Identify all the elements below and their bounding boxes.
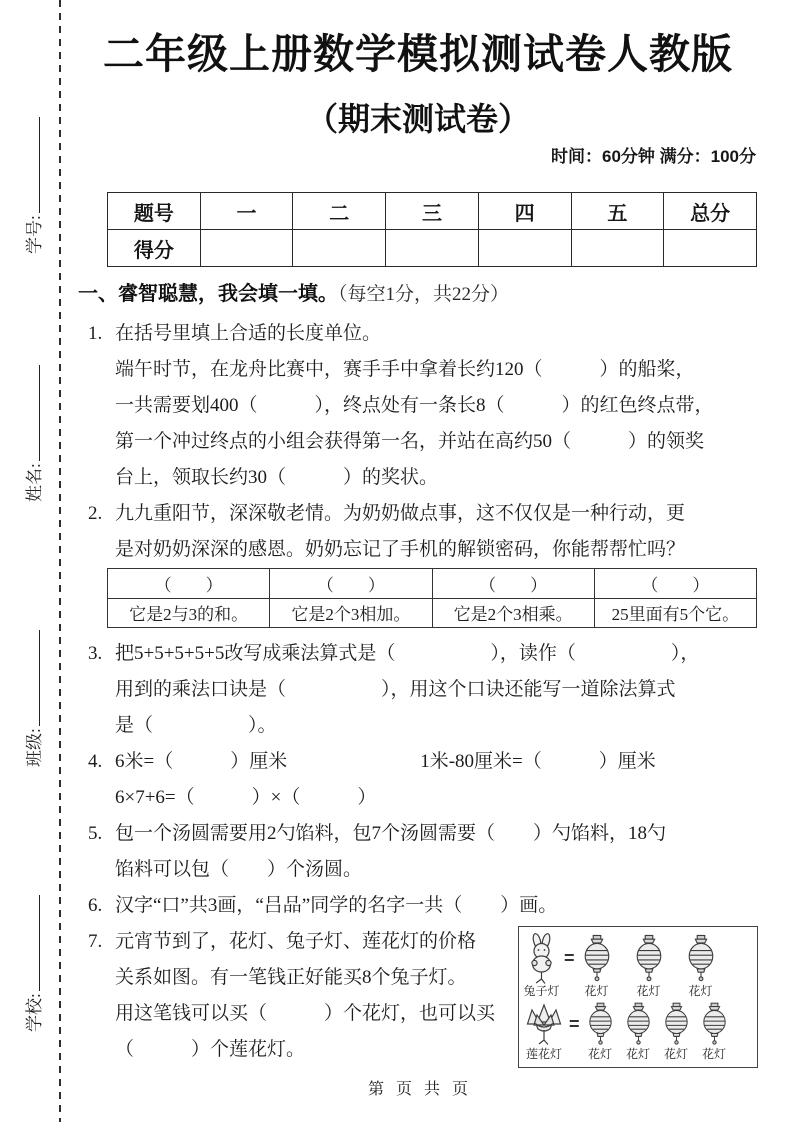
question-text: 6×7+6=（ ）×（ ） bbox=[115, 787, 377, 808]
lotus-lantern-row bbox=[523, 1002, 753, 1061]
score-header-cell: 二 bbox=[293, 193, 386, 230]
q2-clue-cell: 它是2个3相加。 bbox=[270, 598, 432, 628]
score-empty-cell bbox=[571, 230, 664, 267]
equals-sign: = bbox=[564, 948, 575, 968]
score-header-cell: 四 bbox=[478, 193, 571, 230]
flower-lantern-icon bbox=[685, 934, 717, 984]
flower-lantern-icon bbox=[633, 934, 665, 984]
flower-lantern-cell bbox=[700, 1002, 729, 1061]
question-text: 用这笔钱可以买（ ）个花灯，也可以买 bbox=[115, 1003, 496, 1024]
question-text: 包一个汤圆需要用2勺馅料，包7个汤圆需要（ ）勺馅料，18勺 bbox=[115, 823, 667, 844]
question-7-text bbox=[88, 924, 518, 1068]
flower-lantern-label: 花灯 bbox=[584, 984, 609, 998]
question-text: 端午时节，在龙舟比赛中，赛手手中拿着长约120（ ）的船桨， bbox=[115, 359, 695, 380]
score-header-cell: 三 bbox=[386, 193, 479, 230]
school-blank bbox=[22, 895, 40, 991]
question-text: 第一个冲过终点的小组会获得第一名，并站在高约50（ ）的领奖 bbox=[115, 431, 705, 452]
seal-dashed-line bbox=[59, 0, 61, 1122]
question-5 bbox=[88, 816, 758, 888]
lotus-lantern-icon bbox=[523, 1003, 565, 1047]
section-heading-note: （每空1分，共22分） bbox=[338, 284, 510, 305]
score-empty-cell bbox=[200, 230, 293, 267]
paper-subtitle: （期末测试卷） bbox=[305, 101, 530, 137]
rabbit-lantern-cell bbox=[523, 933, 560, 998]
class-label: 班级: bbox=[25, 728, 44, 767]
equals-sign: = bbox=[569, 1014, 580, 1034]
lotus-lantern-label: 莲花灯 bbox=[525, 1047, 562, 1061]
section-one-heading bbox=[78, 279, 758, 310]
question-text: 是对奶奶深深的感恩。奶奶忘记了手机的解锁密码，你能帮帮忙吗？ bbox=[115, 539, 686, 560]
question-text: 在括号里填上合适的长度单位。 bbox=[115, 323, 382, 344]
flower-lantern-cell bbox=[662, 1002, 691, 1061]
student-id-label: 学号: bbox=[25, 215, 44, 254]
question-text: 关系如图。有一笔钱正好能买8个兔子灯。 bbox=[115, 967, 467, 988]
q2-answer-blank: （ ） bbox=[108, 569, 270, 599]
score-table-score-row bbox=[108, 230, 757, 267]
lotus-lantern-cell bbox=[523, 1003, 565, 1061]
question-text: 台上，领取长约30（ ）的奖状。 bbox=[115, 467, 439, 488]
sidebar-item-school bbox=[20, 895, 45, 1032]
question-number: 6. bbox=[88, 895, 103, 916]
school-label: 学校: bbox=[25, 993, 44, 1032]
question-number: 3. bbox=[88, 643, 103, 664]
score-empty-cell bbox=[478, 230, 571, 267]
student-id-blank bbox=[22, 117, 40, 213]
lantern-price-figure bbox=[518, 926, 758, 1068]
flower-lantern-label: 花灯 bbox=[626, 1047, 651, 1061]
score-empty-cell bbox=[664, 230, 757, 267]
score-empty-cell bbox=[293, 230, 386, 267]
page-footer: 第页共页 bbox=[367, 1081, 480, 1098]
score-table-header-row bbox=[108, 193, 757, 230]
flower-lantern-cell bbox=[581, 934, 613, 998]
score-header-cell: 一 bbox=[200, 193, 293, 230]
question-text: （ ）个莲花灯。 bbox=[115, 1039, 306, 1060]
question-6 bbox=[88, 888, 758, 924]
question-2 bbox=[88, 496, 758, 628]
class-blank bbox=[22, 630, 40, 726]
flower-lantern-icon bbox=[700, 1002, 729, 1047]
question-text: 馅料可以包（ ）个汤圆。 bbox=[115, 859, 363, 880]
flower-lantern-cell bbox=[624, 1002, 653, 1061]
flower-lantern-icon bbox=[586, 1002, 615, 1047]
question-number: 1. bbox=[88, 323, 103, 344]
rabbit-lantern-label: 兔子灯 bbox=[523, 984, 560, 998]
score-header-cell: 总分 bbox=[664, 193, 757, 230]
q2-answer-row bbox=[108, 569, 757, 599]
flower-lantern-cell bbox=[633, 934, 665, 998]
flower-lantern-label: 花灯 bbox=[664, 1047, 689, 1061]
paper-title: 二年级上册数学模拟测试卷人教版 bbox=[103, 31, 733, 77]
question-7 bbox=[88, 924, 758, 1068]
q2-answer-blank: （ ） bbox=[594, 569, 756, 599]
score-table bbox=[107, 192, 757, 267]
flower-lantern-icon bbox=[662, 1002, 691, 1047]
q2-answer-blank: （ ） bbox=[432, 569, 594, 599]
question-text: 元宵节到了，花灯、兔子灯、莲花灯的价格 bbox=[115, 931, 477, 952]
q2-clue-cell: 它是2与3的和。 bbox=[108, 598, 270, 628]
question-1 bbox=[88, 316, 758, 496]
flower-lantern-cell bbox=[685, 934, 717, 998]
question-number: 7. bbox=[88, 931, 103, 952]
question-number: 4. bbox=[88, 751, 103, 772]
paper-main bbox=[78, 0, 758, 1102]
question-number: 2. bbox=[88, 503, 103, 524]
question-3 bbox=[88, 636, 758, 744]
sidebar-item-student-id bbox=[20, 117, 45, 254]
name-label: 姓名: bbox=[25, 463, 44, 502]
name-blank bbox=[22, 365, 40, 461]
q2-clue-cell: 它是2个3相乘。 bbox=[432, 598, 594, 628]
rabbit-lantern-row bbox=[523, 933, 753, 998]
question-text: 九九重阳节，深深敬老情。为奶奶做点事，这不仅仅是一种行动，更 bbox=[115, 503, 686, 524]
q2-password-clue-table bbox=[107, 568, 757, 628]
q2-answer-blank: （ ） bbox=[270, 569, 432, 599]
question-text: 把5+5+5+5+5改写成乘法算式是（ ），读作（ ）， bbox=[115, 643, 700, 664]
flower-lantern-cell bbox=[586, 1002, 615, 1061]
q2-clue-cell: 25里面有5个它。 bbox=[594, 598, 756, 628]
question-text: 汉字“口”共3画，“吕品”同学的名字一共（ ）画。 bbox=[115, 895, 558, 916]
flower-lantern-icon bbox=[624, 1002, 653, 1047]
flower-lantern-label: 花灯 bbox=[636, 984, 661, 998]
time-and-score-info: 时间：60分钟 满分：100分 bbox=[551, 147, 756, 166]
rabbit-lantern-icon bbox=[523, 933, 560, 984]
section-heading-text: 一、睿智聪慧，我会填一填。 bbox=[78, 283, 338, 305]
question-number: 5. bbox=[88, 823, 103, 844]
score-header-cell: 题号 bbox=[108, 193, 201, 230]
flower-lantern-label: 花灯 bbox=[702, 1047, 727, 1061]
score-header-cell: 五 bbox=[571, 193, 664, 230]
score-row-label: 得分 bbox=[108, 230, 201, 267]
flower-lantern-icon bbox=[581, 934, 613, 984]
flower-lantern-label: 花灯 bbox=[688, 984, 713, 998]
question-text: 是（ ）。 bbox=[115, 715, 277, 736]
sidebar-item-name bbox=[20, 365, 45, 502]
question-text: 一共需要划400（ ），终点处有一条长8（ ）的红色终点带， bbox=[115, 395, 714, 416]
question-4 bbox=[88, 744, 758, 816]
questions-body bbox=[88, 316, 758, 1068]
sidebar-item-class bbox=[20, 630, 45, 767]
score-empty-cell bbox=[386, 230, 479, 267]
flower-lantern-label: 花灯 bbox=[588, 1047, 613, 1061]
question-text: 6米=（ ）厘米 1米-80厘米=（ ）厘米 bbox=[115, 751, 656, 772]
question-text: 用到的乘法口诀是（ ），用这个口诀还能写一道除法算式 bbox=[115, 679, 676, 700]
q2-clue-row bbox=[108, 598, 757, 628]
